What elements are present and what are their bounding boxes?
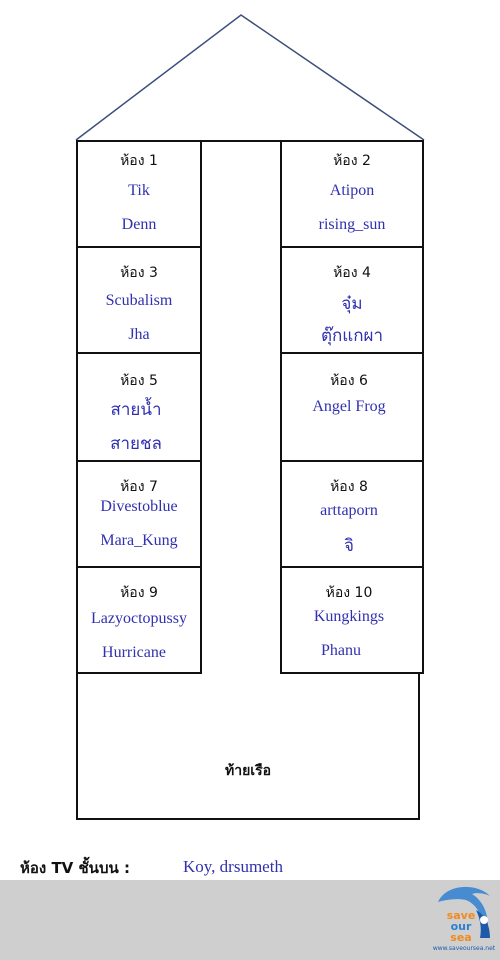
logo-url: www.saveoursea.net: [432, 945, 496, 952]
room-label: ห้อง 6: [330, 373, 368, 389]
room-5: [76, 352, 202, 462]
room-7: [76, 460, 202, 568]
guest-name: สายน้ำ: [110, 400, 162, 420]
tv-room-label: ห้อง TV ชั้นบน :: [20, 859, 130, 877]
room-label: ห้อง 10: [325, 585, 373, 601]
guest-name: Denn: [121, 216, 157, 233]
guest-name: สายชล: [110, 434, 162, 454]
guest-name: Atipon: [329, 182, 375, 199]
room-label: ห้อง 4: [333, 265, 371, 281]
guest-name: Kungkings: [313, 608, 385, 625]
guest-name: Angel Frog: [312, 398, 386, 415]
room-1: [76, 140, 202, 248]
room-4: [280, 246, 424, 354]
guest-name: rising_sun: [318, 216, 386, 233]
bow-outline: [76, 15, 424, 140]
guest-name: Jha: [128, 326, 150, 343]
guest-name: Phanu: [321, 642, 361, 659]
saveoursea-logo: [432, 880, 496, 958]
guest-name: arttaporn: [320, 502, 378, 519]
room-label: ห้อง 2: [333, 153, 371, 169]
guest-name: Tik: [128, 182, 150, 199]
guest-name: Scubalism: [105, 292, 173, 309]
room-label: ห้อง 1: [120, 153, 158, 169]
room-9: [76, 566, 202, 674]
room-label: ห้อง 9: [120, 585, 158, 601]
stern-label: ท้ายเรือ: [224, 763, 271, 779]
room-6: [280, 352, 424, 462]
guest-name: Mara_Kung: [100, 532, 178, 549]
room-2: [280, 140, 424, 248]
footer-band: [0, 880, 500, 960]
room-label: ห้อง 3: [120, 265, 158, 281]
room-3: [76, 246, 202, 354]
room-8: [280, 460, 424, 568]
logo-word: sea: [450, 931, 472, 944]
guest-name: Divestoblue: [100, 498, 178, 515]
room-label: ห้อง 7: [120, 479, 158, 495]
guest-name: Hurricane: [102, 644, 166, 661]
guest-name: ตุ๊กแกผา: [320, 326, 384, 346]
logo-word: our: [450, 920, 472, 933]
room-10: [280, 566, 424, 674]
tv-room-guests: Koy, drsumeth: [183, 857, 283, 876]
room-label: ห้อง 8: [330, 479, 368, 495]
guest-name: Lazyoctopussy: [91, 610, 187, 627]
room-label: ห้อง 5: [120, 373, 158, 389]
guest-name: จุ๋ม: [341, 294, 363, 314]
logo-word: save: [446, 909, 476, 922]
guest-name: จิ: [344, 536, 354, 556]
bow-roof: [0, 0, 500, 150]
